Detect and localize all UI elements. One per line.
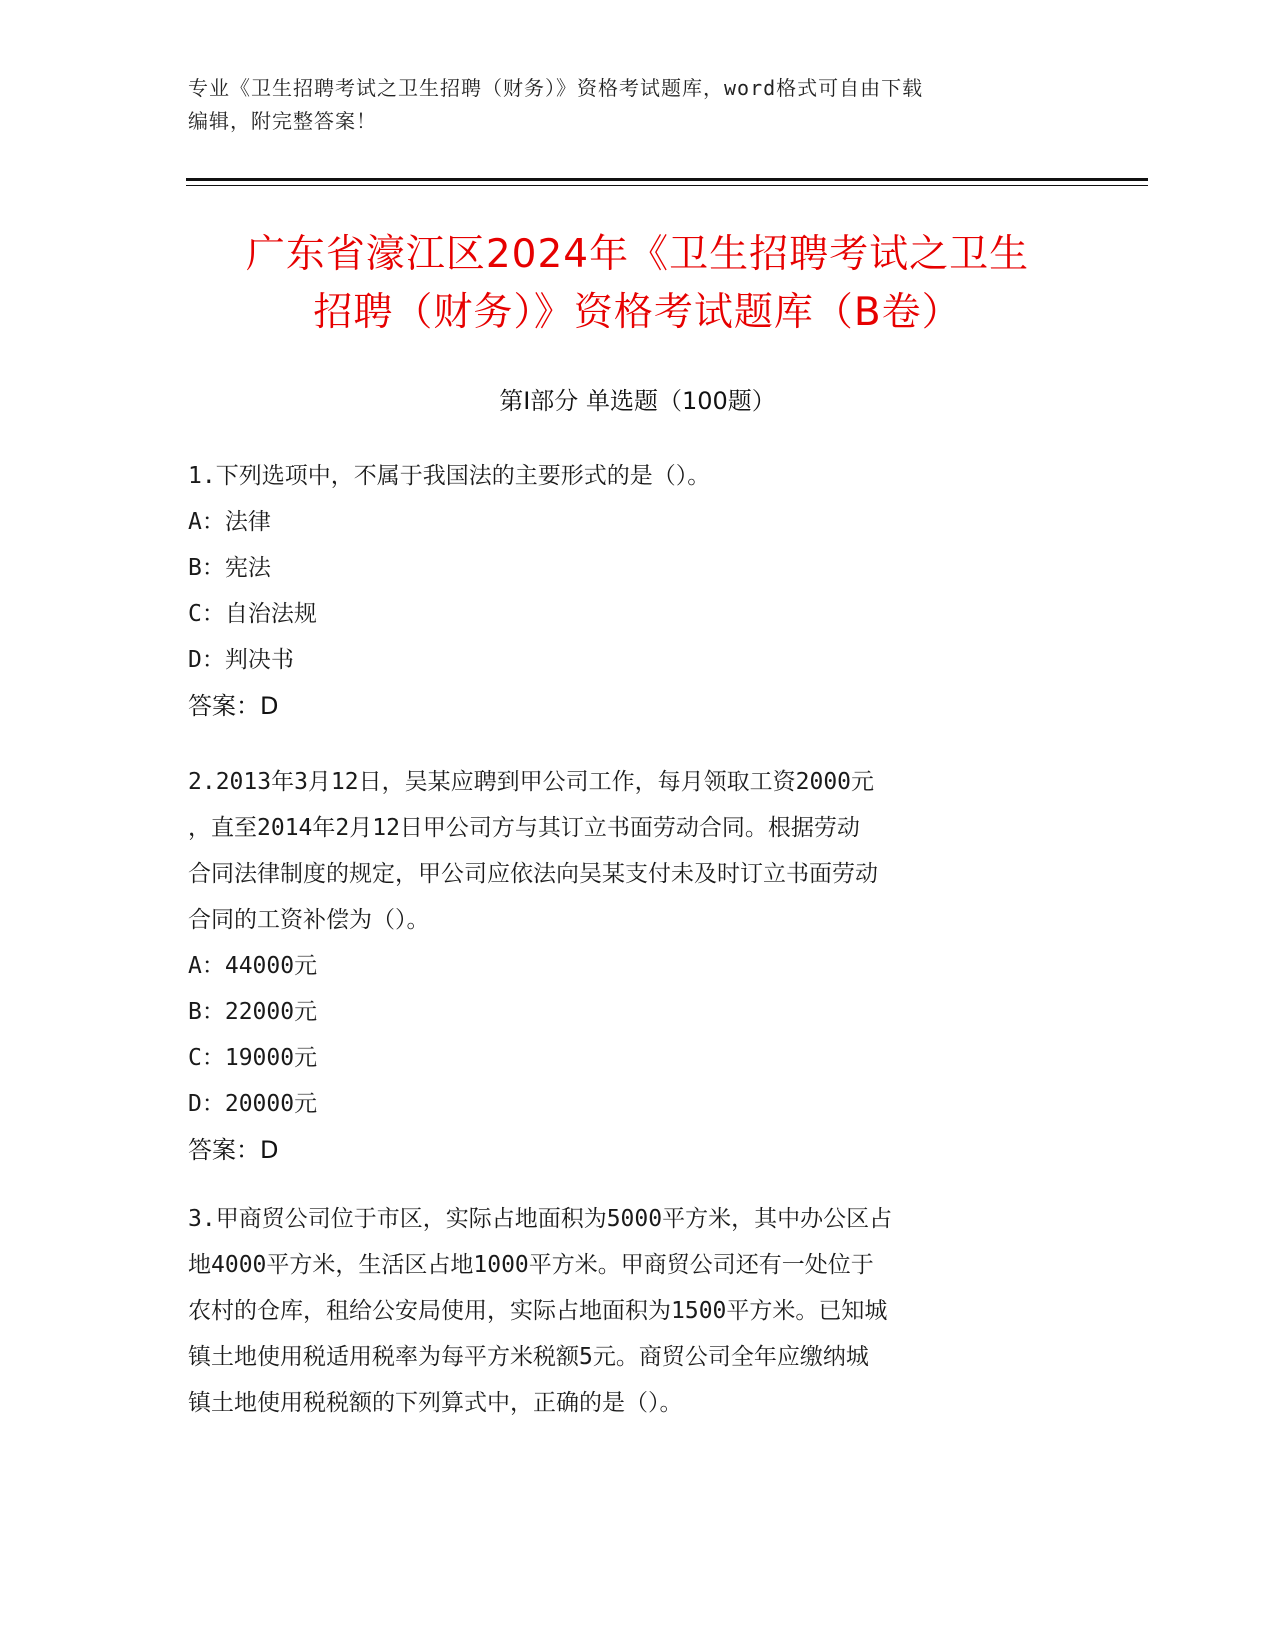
stem-line: 2.2013年3月12日，吴某应聘到甲公司工作，每月领取工资2000元: [188, 769, 875, 795]
option-d: D：判决书: [188, 647, 294, 673]
question-2: [188, 759, 1088, 1173]
stem-line: 合同法律制度的规定，甲公司应依法向吴某支付未及时订立书面劳动: [188, 861, 878, 887]
answer: 答案：D: [188, 1136, 279, 1164]
stem-line: 镇土地使用税税额的下列算式中，正确的是（）。: [188, 1390, 683, 1416]
stem-line: 1.下列选项中，不属于我国法的主要形式的是（）。: [188, 463, 711, 489]
header-note-line-2: 编辑，附完整答案！: [188, 109, 377, 133]
title-line-2: 招聘（财务）》资格考试题库（B卷）: [313, 290, 962, 335]
question-stem: [188, 759, 1088, 943]
option-d: D：20000元: [188, 1091, 318, 1117]
header-divider-thick: [186, 178, 1148, 181]
stem-line: ，直至2014年2月12日甲公司方与其订立书面劳动合同。根据劳动: [188, 815, 860, 841]
question-stem: [188, 1196, 1088, 1426]
option-c: C：自治法规: [188, 601, 317, 627]
title-line-1: 广东省濠江区2024年《卫生招聘考试之卫生: [245, 232, 1030, 277]
stem-line: 3.甲商贸公司位于市区，实际占地面积为5000平方米，其中办公区占: [188, 1206, 893, 1232]
option-b: B：宪法: [188, 555, 271, 581]
header-note: [188, 72, 1088, 138]
option-a: A：法律: [188, 509, 271, 535]
stem-line: 合同的工资补偿为（）。: [188, 907, 430, 933]
document-title: [160, 226, 1115, 342]
option-b: B：22000元: [188, 999, 318, 1025]
header-note-line-1: 专业《卫生招聘考试之卫生招聘（财务）》资格考试题库，word格式可自由下载: [188, 76, 924, 100]
question-stem: [188, 453, 1088, 499]
option-a: A：44000元: [188, 953, 318, 979]
header-divider-thin: [186, 185, 1148, 186]
option-c: C：19000元: [188, 1045, 318, 1071]
section-heading: 第Ⅰ部分 单选题（100题）: [499, 387, 776, 415]
question-1: [188, 453, 1088, 729]
stem-line: 农村的仓库，租给公安局使用，实际占地面积为1500平方米。已知城: [188, 1298, 888, 1324]
answer: 答案：D: [188, 692, 279, 720]
question-3: [188, 1196, 1088, 1426]
stem-line: 地4000平方米，生活区占地1000平方米。甲商贸公司还有一处位于: [188, 1252, 874, 1278]
stem-line: 镇土地使用税适用税率为每平方米税额5元。商贸公司全年应缴纳城: [188, 1344, 869, 1370]
